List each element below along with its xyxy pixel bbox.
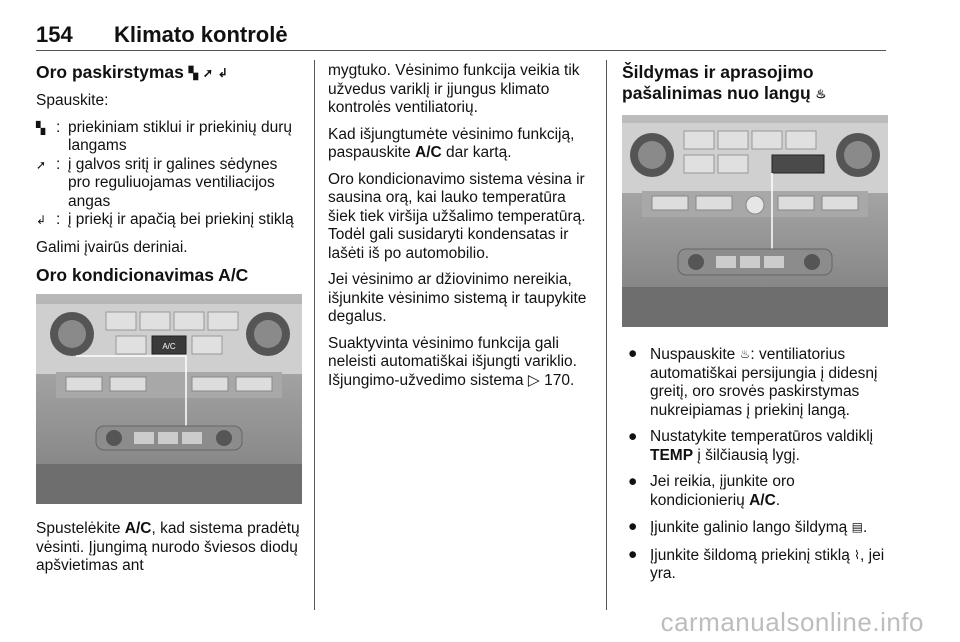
column-3 <box>622 62 890 592</box>
column-2 <box>328 62 596 398</box>
column-divider-1 <box>314 60 315 610</box>
ac-panel-illustration <box>36 294 302 504</box>
text: Nustatykite temperatūros valdiklį <box>650 428 874 445</box>
column-divider-2 <box>606 60 607 610</box>
front-defrost-icon: ♨ <box>815 87 827 101</box>
text: . <box>569 371 575 389</box>
page-reference[interactable]: 170 <box>544 371 570 389</box>
windshield-feet-icon: ▚ <box>36 120 46 135</box>
symbol-description: į galvos sritį ir galines sėdynes pro reguliuojamas ventiliacijos angas <box>68 155 278 210</box>
front-defrost-icon: ♨ <box>739 347 751 361</box>
list-item: ● Nuspauskite ♨: ventiliatorius automatiškai persijungia į didesnį greitį, oro srovės paskirstymas nukreipiamas į priekinį langą. <box>628 345 878 419</box>
bold-text: TEMP <box>650 446 694 464</box>
head-icon: ➚ <box>36 157 47 172</box>
symbol-description: į priekį ir apačią bei priekinį stiklą <box>68 211 294 228</box>
section-heading-air-distribution <box>36 62 302 84</box>
feet-icon: ↲ <box>36 213 47 227</box>
page-ref-arrow-icon[interactable]: ▷ <box>527 371 540 389</box>
text: . <box>862 519 868 536</box>
bold-text: A/C <box>749 491 776 509</box>
section-heading-defrost <box>622 62 890 105</box>
ac-panel-photo <box>36 294 302 504</box>
feet-icon: ↲ <box>217 66 228 80</box>
symbol-row: ➚ : į galvos sritį ir galines sėdynes pro reguliuojamas ventiliacijos angas <box>36 156 302 212</box>
symbol-row: ↲ : į priekį ir apačią bei priekinį stiklą <box>36 211 302 231</box>
press-label: Spauskite: <box>36 92 109 109</box>
text: Nuspauskite <box>650 346 740 363</box>
text: : ventiliatorius automatiškai persijungia į didesnį greitį, oro srovės paskirstymas nukreipiamas į priekinį langą. <box>650 346 878 419</box>
bold-text: A/C <box>415 144 442 161</box>
caption-text: , kad sistema pradėtų vėsinti. Įjungimą nurodo šviesos diodų apšvietimas ant <box>36 520 300 574</box>
caption-bold: A/C <box>124 520 152 537</box>
page-header <box>36 20 924 48</box>
heading-text: Šildymas ir aprasojimo pašalinimas nuo langų <box>622 62 814 103</box>
text: dar kartą. <box>441 144 512 161</box>
combinations-note: Galimi įvairūs deriniai. <box>36 238 188 256</box>
section-heading-ac: Oro kondicionavimas A/C <box>36 265 249 285</box>
watermark: carmanualsonline.info <box>660 607 924 637</box>
paragraph: mygtuko. Vėsinimo funkcija veikia tik užvedus variklį ir įjungus klimato kontrolės ventiliatorių. <box>328 62 580 116</box>
heading-text: Oro paskirstymas <box>36 62 184 82</box>
symbol-row: ▚ : priekiniam stiklui ir priekinių durų langams <box>36 119 302 156</box>
text: į šilčiausią lygį. <box>693 446 800 464</box>
list-item: ● Jei reikia, įjunkite oro kondicionierių A/C. <box>628 473 795 509</box>
text: Suaktyvinta vėsinimo funkcija gali neleisti automatiškai išjungti variklio. Išjungimo-užvedimo sistema <box>328 334 577 389</box>
page-title: Klimato kontrolė <box>114 22 288 47</box>
list-item: ● Nustatykite temperatūros valdiklį TEMP į šilčiausią lygį. <box>628 428 874 464</box>
text: Jei reikia, įjunkite oro kondicionierių <box>650 473 795 509</box>
symbol-list <box>36 119 302 231</box>
text: . <box>775 491 781 509</box>
column-1 <box>36 62 302 584</box>
list-item: ● Įjunkite šildomą priekinį stiklą ⌇, jei yra. <box>628 545 885 582</box>
caption-text: Spustelėkite <box>36 520 125 537</box>
paragraph: Oro kondicionavimo sistema vėsina ir sausina orą, kai lauko temperatūra šiek tiek viršija užšalimo temperatūrą. Todėl gali susidaryti kondensatas ir lašėti iš po automobilio. <box>328 170 586 262</box>
text: Kad išjungtumėte vėsinimo funkciją, paspauskite <box>328 125 575 161</box>
page-number: 154 <box>36 22 73 47</box>
ac-caption <box>36 520 302 576</box>
rear-defrost-icon: ▤ <box>851 520 863 534</box>
text: , jei yra. <box>650 546 885 582</box>
symbol-description: priekiniam stiklui ir priekinių durų langams <box>68 118 292 154</box>
header-rule <box>36 50 886 51</box>
head-icon: ➚ <box>202 66 213 80</box>
defrost-steps <box>622 345 890 584</box>
ac-button-label: A/C <box>162 342 176 351</box>
defrost-panel-photo <box>622 115 888 327</box>
list-item: ● Įjunkite galinio lango šildymą ▤. <box>628 518 868 536</box>
text: Įjunkite galinio lango šildymą <box>650 519 852 536</box>
heated-windshield-icon: ⌇ <box>854 547 861 562</box>
paragraph: Jei vėsinimo ar džiovinimo nereikia, išjunkite vėsinimo sistemą ir taupykite degalus. <box>328 271 587 325</box>
windshield-feet-icon: ▚ <box>188 66 198 80</box>
paragraph <box>328 126 596 163</box>
text: Įjunkite šildomą priekinį stiklą <box>650 546 855 564</box>
defrost-panel-illustration <box>622 115 888 327</box>
paragraph <box>328 335 596 391</box>
